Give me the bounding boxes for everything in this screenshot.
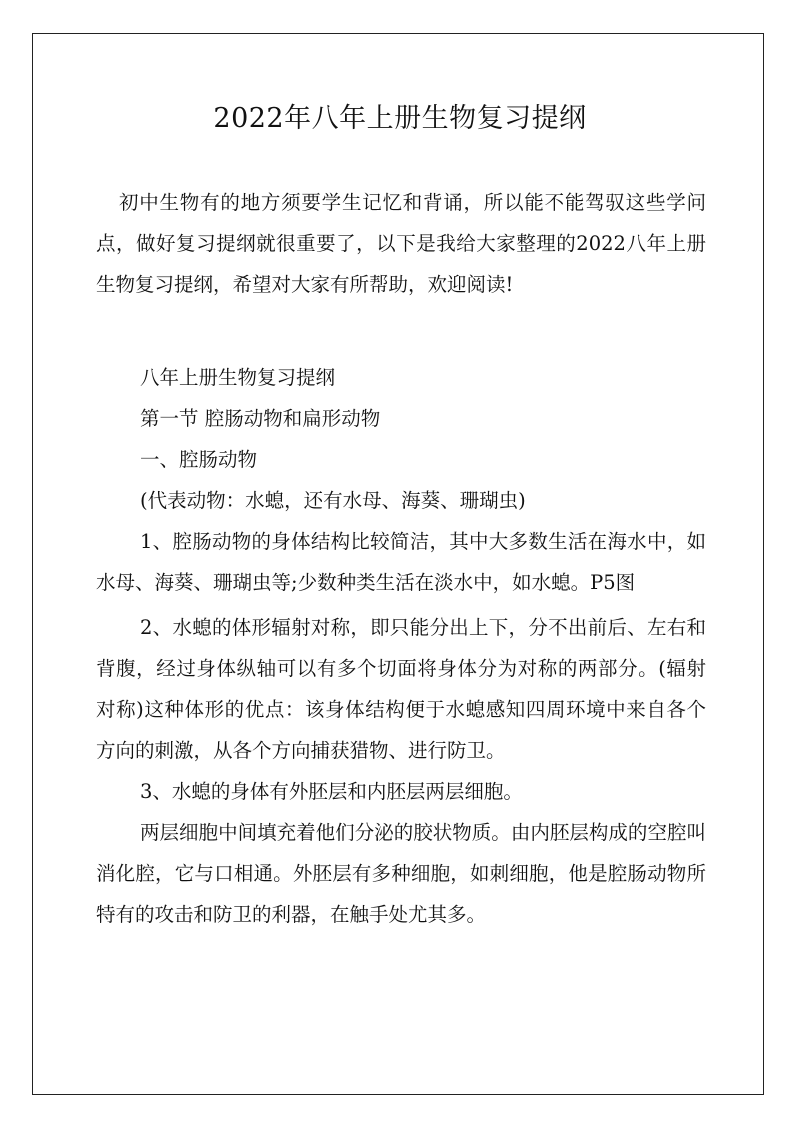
point-1-paragraph: 1、腔肠动物的身体结构比较简洁，其中大多数生活在海水中，如水母、海葵、珊瑚虫等;少数种类生活在淡水中，如水螅。P5图 — [96, 530, 706, 594]
representatives-note: (代表动物：水螅，还有水母、海葵、珊瑚虫) — [140, 489, 526, 512]
intro-paragraph: 初中生物有的地方须要学生记忆和背诵，所以能不能驾驭这些学问点，做好复习提纲就很重要了，以下是我给大家整理的2022八年上册生物复习提纲，希望对大家有所帮助，欢迎阅读! — [96, 191, 706, 296]
outline-subtitle: 八年上册生物复习提纲 — [140, 366, 336, 389]
section-heading: 第一节 腔肠动物和扁形动物 — [140, 407, 381, 430]
subsection-heading: 一、腔肠动物 — [140, 448, 258, 471]
point-2-paragraph: 2、水螅的体形辐射对称，即只能分出上下，分不出前后、左右和背腹，经过身体纵轴可以有多个切面将身体分为对称的两部分。(辐射对称)这种体形的优点：该身体结构便于水螅感知四周环境中来自各个方向的刺激，从各个方向捕获猎物、进行防卫。 — [96, 616, 706, 762]
document-title: 2022年八年上册生物复习提纲 — [213, 103, 587, 134]
paragraph-spacer — [96, 305, 706, 357]
document-body — [96, 182, 706, 935]
point-3-paragraph: 3、水螅的身体有外胚层和内胚层两层细胞。 — [140, 780, 523, 803]
point-3-detail-paragraph: 两层细胞中间填充着他们分泌的胶状物质。由内胚层构成的空腔叫消化腔，它与口相通。外胚层有多种细胞，如刺细胞，他是腔肠动物所特有的攻击和防卫的利器，在触手处尤其多。 — [96, 821, 706, 926]
